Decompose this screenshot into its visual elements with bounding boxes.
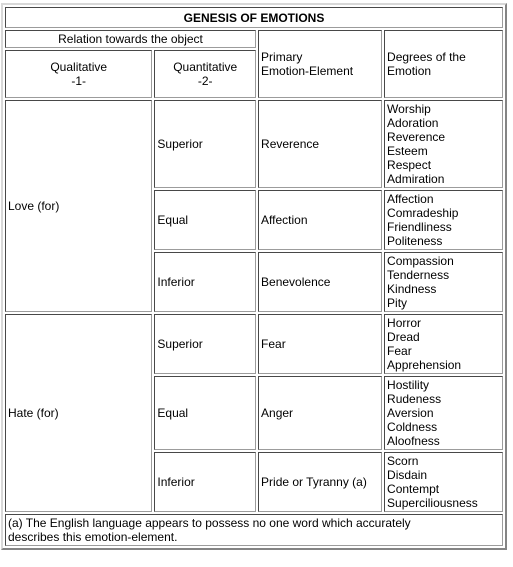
element-cell: Pride or Tyranny (a) [258,452,382,512]
degree-item: Kindness [387,282,437,296]
degree-item: Dread [387,330,420,344]
degree-item: Respect [387,158,432,172]
degree-item: Comradeship [387,206,459,220]
degrees-header-line1: Degrees of the [387,50,466,64]
table-title: GENESIS OF EMOTIONS [5,7,503,28]
element-cell: Reverence [258,100,382,188]
primary-element-header [258,30,382,98]
degrees-cell [384,314,503,374]
degrees-cell [384,376,503,450]
primary-header-line2: Emotion-Element [261,64,354,78]
primary-header-line1: Primary [261,50,303,64]
degree-item: Adoration [387,116,439,130]
genesis-table [1,3,507,550]
degrees-cell [384,452,503,512]
degree-item: Compassion [387,254,454,268]
quantity-cell: Equal [154,190,256,250]
degree-item: Contempt [387,482,440,496]
degree-item: Fear [387,344,412,358]
degree-item: Horror [387,316,422,330]
degree-item: Apprehension [387,358,462,372]
quantity-cell: Superior [154,100,256,188]
qualitative-header [5,50,152,98]
element-cell: Benevolence [258,252,382,312]
degrees-header-line2: Emotion [387,64,432,78]
degree-item: Worship [387,102,431,116]
degree-item: Pity [387,296,408,310]
degrees-cell [384,100,503,188]
degree-item: Superciliousness [387,496,478,510]
footnote-line2: describes this emotion-element. [8,530,178,544]
group-label-hate: Hate (for) [5,314,152,512]
degree-item: Affection [387,192,434,206]
group-label-love: Love (for) [5,100,152,312]
quantitative-label: Quantitative [173,60,238,74]
degree-item: Politeness [387,234,443,248]
degree-item: Scorn [387,454,419,468]
degree-item: Hostility [387,378,430,392]
table-row [5,314,503,374]
footnote [5,514,503,546]
degree-item: Admiration [387,172,445,186]
element-cell: Anger [258,376,382,450]
degree-item: Rudeness [387,392,442,406]
degrees-header [384,30,503,98]
degree-item: Tenderness [387,268,450,282]
quantity-cell: Equal [154,376,256,450]
degree-item: Coldness [387,420,438,434]
degree-item: Aloofness [387,434,440,448]
quantity-cell: Superior [154,314,256,374]
footnote-line1: (a) The English language appears to possess no one word which accurately [8,516,411,530]
degree-item: Aversion [387,406,434,420]
degree-item: Reverence [387,130,446,144]
degree-item: Esteem [387,144,428,158]
qualitative-number: -1- [71,74,87,88]
degrees-cell [384,252,503,312]
quantitative-header [154,50,256,98]
element-cell: Fear [258,314,382,374]
degrees-cell [384,190,503,250]
quantity-cell: Inferior [154,452,256,512]
degree-item: Friendliness [387,220,452,234]
quantity-cell: Inferior [154,252,256,312]
qualitative-label: Qualitative [50,60,108,74]
degree-item: Disdain [387,468,428,482]
relation-header: Relation towards the object [5,30,256,48]
quantitative-number: -2- [197,74,213,88]
table-row [5,100,503,188]
element-cell: Affection [258,190,382,250]
